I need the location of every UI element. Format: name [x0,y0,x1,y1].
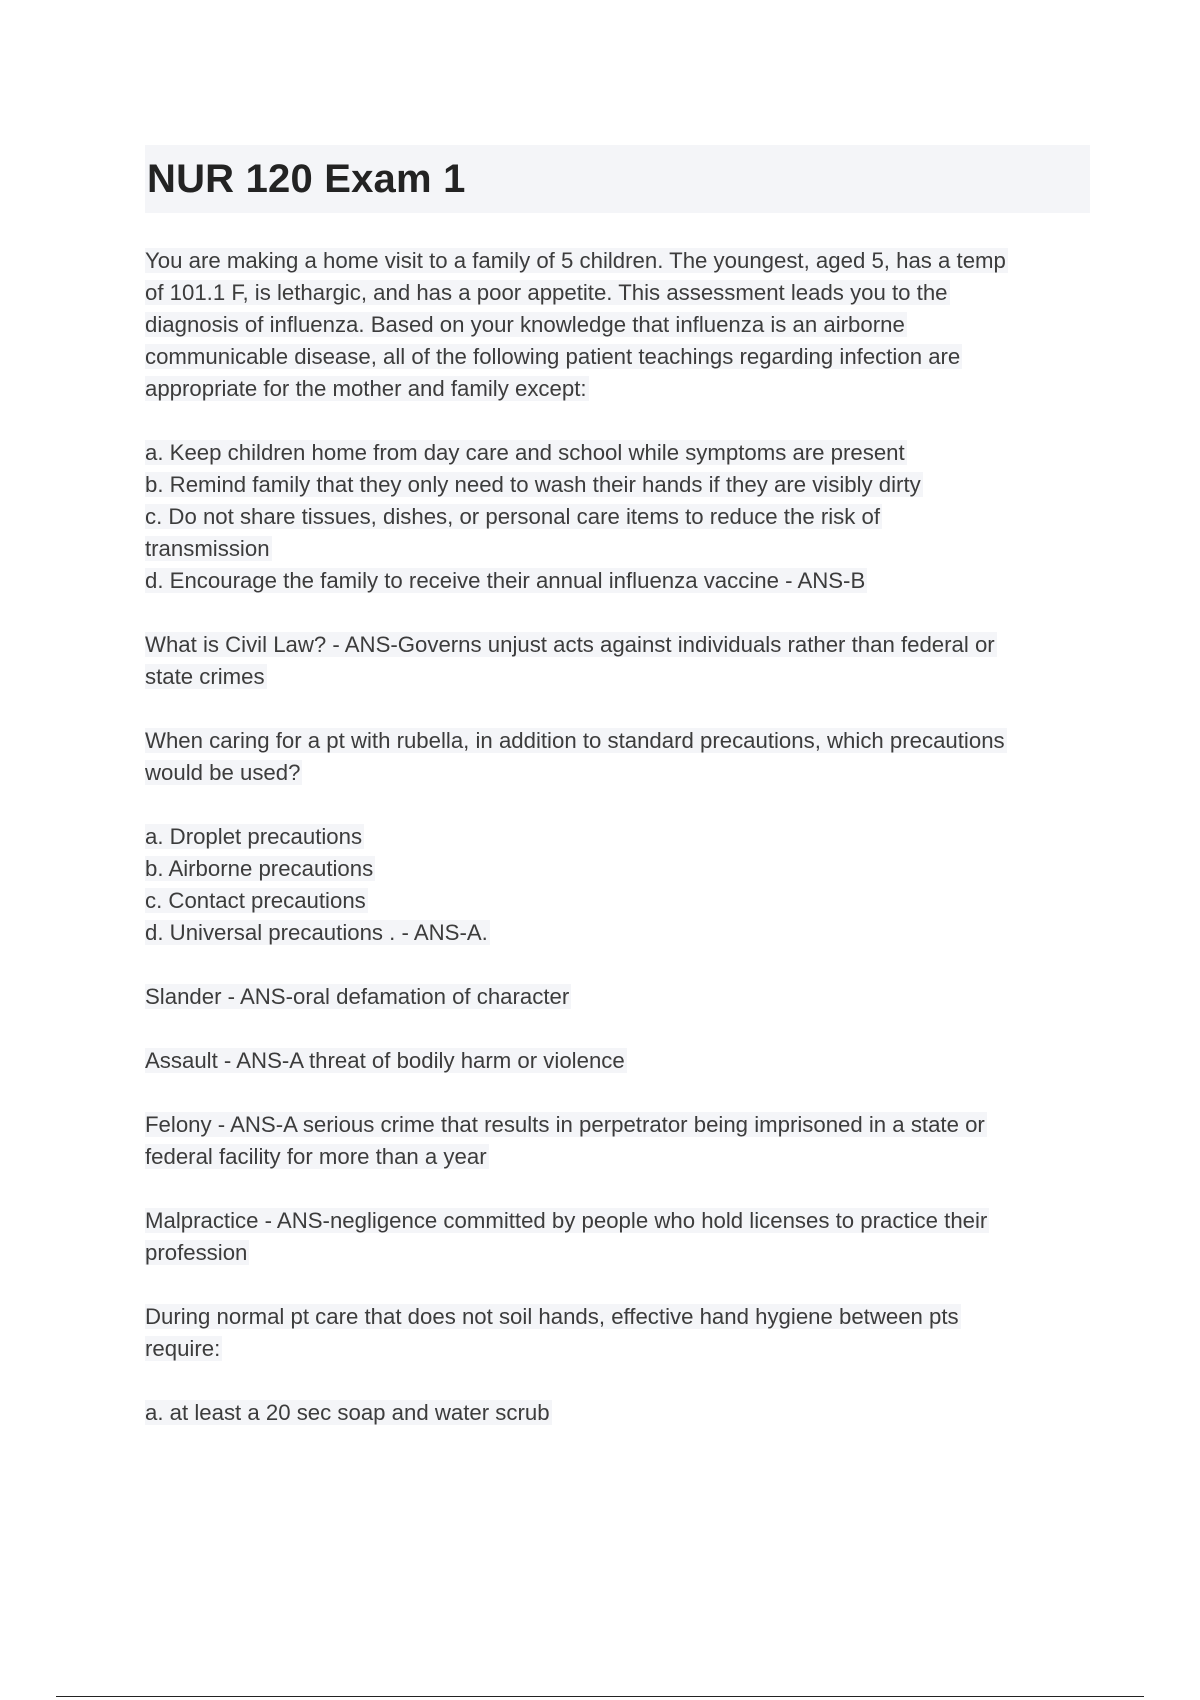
option-c-continued: transmission [145,536,270,561]
question-influenza-stem [145,245,1090,405]
text-line: of 101.1 F, is lethargic, and has a poor appetite. This assessment leads you to the [145,280,948,305]
footer-divider [56,1696,1144,1697]
text-line: During normal pt care that does not soil hands, effective hand hygiene between pts [145,1304,959,1329]
option-c: c. Do not share tissues, dishes, or personal care items to reduce the risk of [145,504,880,529]
text-line: appropriate for the mother and family except: [145,376,587,401]
question-rubella-options [145,821,1090,949]
text-line: What is Civil Law? - ANS-Governs unjust acts against individuals rather than federal or [145,632,995,657]
title-banner [145,145,1090,213]
option-d: d. Encourage the family to receive their annual influenza vaccine - ANS-B [145,568,866,593]
term-malpractice [145,1205,1090,1269]
page-title: NUR 120 Exam 1 [147,156,466,201]
option-d: d. Universal precautions . - ANS-A. [145,920,488,945]
question-hand-hygiene-options [145,1397,1090,1429]
option-a: a. at least a 20 sec soap and water scrub [145,1400,550,1425]
option-a: a. Droplet precautions [145,824,363,849]
text-line: require: [145,1336,221,1361]
text-line: Felony - ANS-A serious crime that results in perpetrator being imprisoned in a state or [145,1112,985,1137]
text-line: You are making a home visit to a family of 5 children. The youngest, aged 5, has a temp [145,248,1006,273]
text-line: Slander - ANS-oral defamation of character [145,984,570,1009]
question-rubella-stem [145,725,1090,789]
option-c: c. Contact precautions [145,888,366,913]
text-line: When caring for a pt with rubella, in addition to standard precautions, which precautions [145,728,1005,753]
question-influenza-options [145,437,1090,597]
text-line: state crimes [145,664,265,689]
text-line: Assault - ANS-A threat of bodily harm or violence [145,1048,625,1073]
text-line: Malpractice - ANS-negligence committed by people who hold licenses to practice their [145,1208,988,1233]
option-b: b. Remind family that they only need to wash their hands if they are visibly dirty [145,472,921,497]
document-page [145,145,1090,1461]
text-line: federal facility for more than a year [145,1144,487,1169]
term-felony [145,1109,1090,1173]
text-line: would be used? [145,760,301,785]
question-civil-law [145,629,1090,693]
term-slander [145,981,1090,1013]
question-hand-hygiene-stem [145,1301,1090,1365]
text-line: diagnosis of influenza. Based on your knowledge that influenza is an airborne [145,312,905,337]
text-line: profession [145,1240,248,1265]
term-assault [145,1045,1090,1077]
text-line: communicable disease, all of the following patient teachings regarding infection are [145,344,961,369]
option-b: b. Airborne precautions [145,856,374,881]
option-a: a. Keep children home from day care and school while symptoms are present [145,440,905,465]
